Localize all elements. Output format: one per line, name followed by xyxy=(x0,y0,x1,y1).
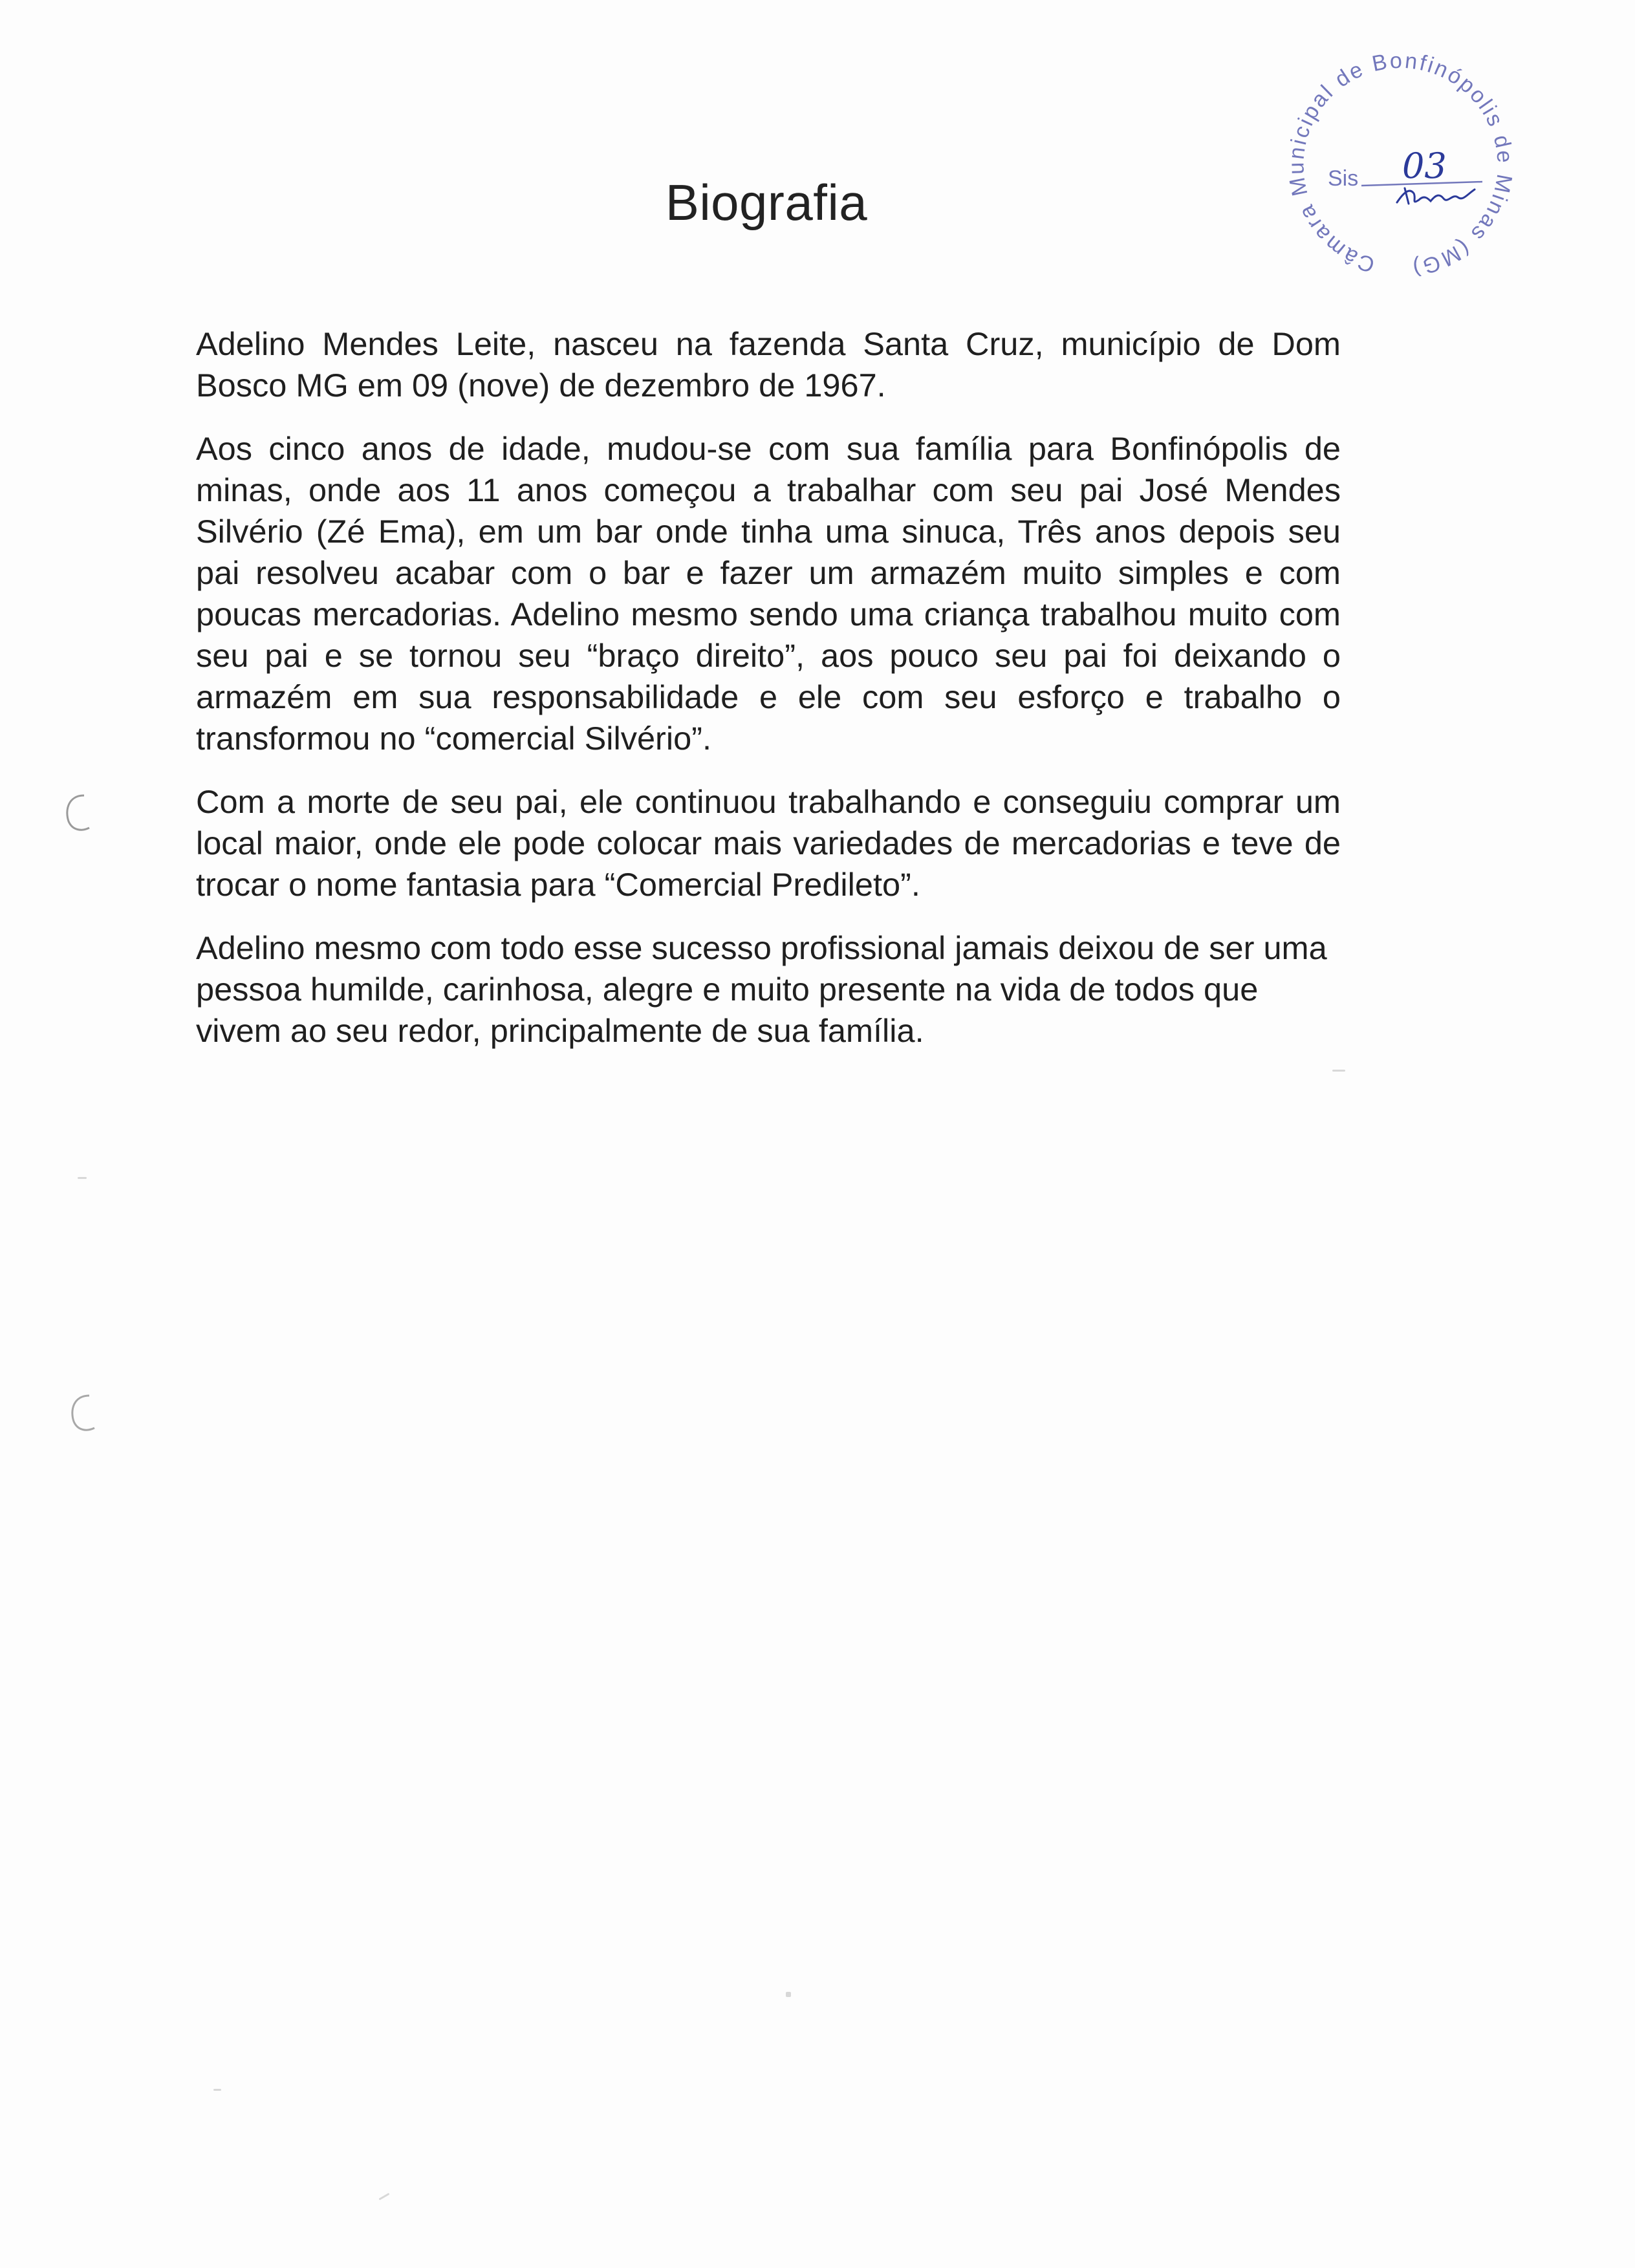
paragraph-4: Adelino mesmo com todo esse sucesso profissional jamais deixou de ser uma pessoa humilde, carinhosa, alegre e muito presente na vida de todos que vivem ao seu redor, principalmente de sua família. xyxy=(196,929,1327,1049)
scan-speck xyxy=(213,2089,221,2091)
stamp-signature-icon xyxy=(1397,188,1475,204)
chamber-stamp xyxy=(1261,48,1533,294)
binder-hole-mark xyxy=(60,790,92,836)
scan-speck xyxy=(378,2193,389,2201)
scan-speck xyxy=(1332,1070,1345,1072)
stamp-sis-label: Sis xyxy=(1328,166,1359,191)
binder-hole-mark xyxy=(65,1390,97,1436)
paragraph-3: Com a morte de seu pai, ele continuou trabalhando e conseguiu comprar um local maior, onde ele pode colocar mais variedades de mercadorias e teve de trocar o nome fantasia para “Comercial Predileto”. xyxy=(196,783,1341,903)
stamp-ring-text: Câmara Municipal de Bonfinópolis de Minas (MG) xyxy=(1284,48,1517,281)
paragraph-1: Adelino Mendes Leite, nasceu na fazenda Santa Cruz, município de Dom Bosco MG em 09 (nove) de dezembro de 1967. xyxy=(196,325,1341,404)
scan-speck xyxy=(786,1992,791,1997)
scan-speck xyxy=(78,1177,87,1179)
stamp-page-number: 03 xyxy=(1402,146,1447,186)
document-body xyxy=(196,323,1341,1074)
paragraph-2: Aos cinco anos de idade, mudou-se com sua família para Bonfinópolis de minas, onde aos 11 anos começou a trabalhar com seu pai José Mendes Silvério (Zé Ema), em um bar onde tinha uma sinuca, Três anos depois seu pai resolveu acabar com o bar e fazer um armazém muito simples e com poucas mercadorias. Adelino mesmo sendo uma criança trabalhou muito com seu pai e se tornou seu “braço direito”, aos pouco seu pai foi deixando o armazém em sua responsabilidade e ele com seu esforço e trabalho o transformou no “comercial Silvério”. xyxy=(196,430,1341,757)
document-title: Biografia xyxy=(665,174,868,231)
stamp-seal-graphic xyxy=(1261,48,1533,294)
